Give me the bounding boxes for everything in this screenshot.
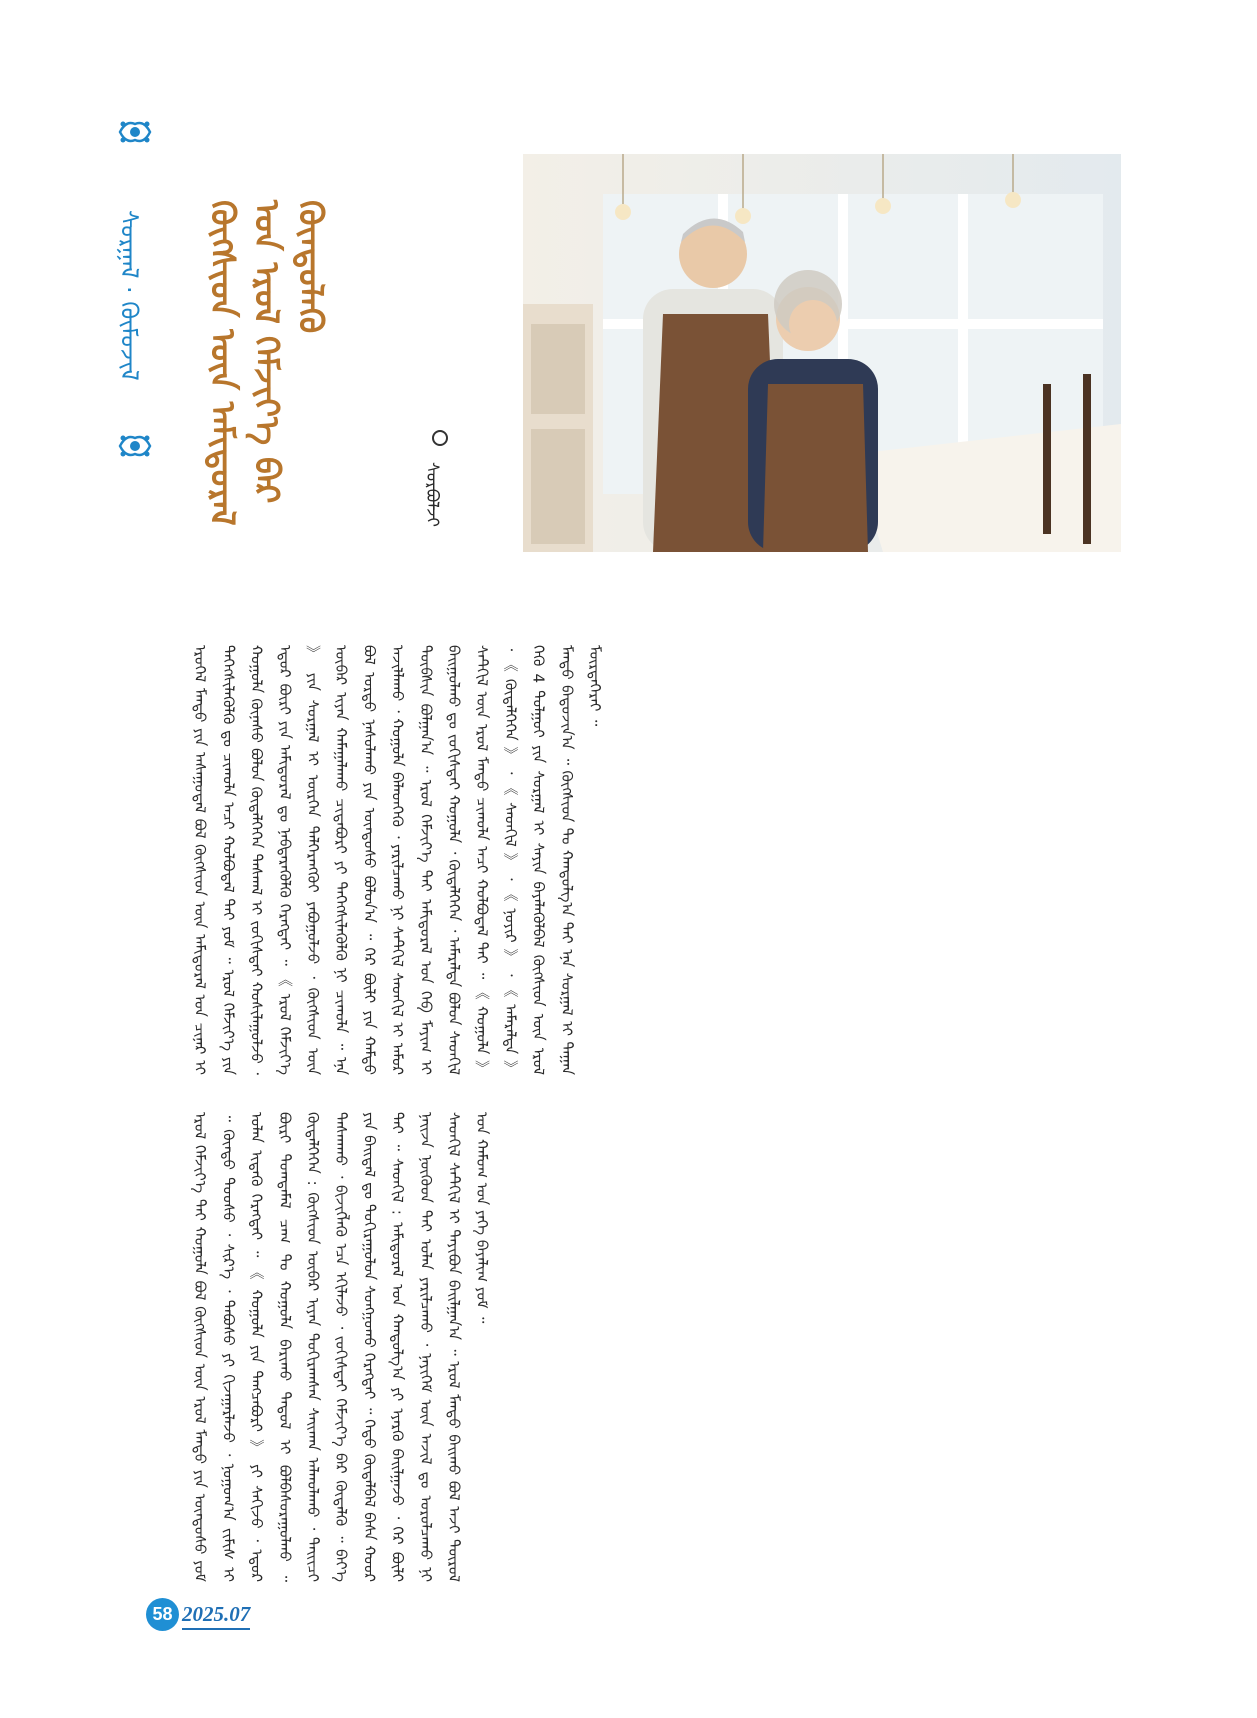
page-footer xyxy=(146,1598,266,1632)
author-marker-icon xyxy=(432,430,448,446)
article-title: ᠬᠥᠭᠰᠢᠳ ᠦᠨ ᠠᠮᠢᠳᠤᠷᠠᠯ ᠤᠨ ᠡᠷᠦᠯ ᠬᠡᠮᠵᠢᠶ᠎ᠡ ᠪᠡᠷ ᠬᠦᠨᠳᠦᠯᠡᠬᠦ xyxy=(202,200,330,526)
body-text-block-2: ᠡᠷᠦᠯ ᠬᠡᠮᠵᠢᠶ᠎ᠡ ᠲᠠᠢ ᠬᠣᠭᠣᠯᠠ ᠪᠣᠯ ᠬᠥᠭᠰᠢᠳ ᠦᠨ ᠡᠷᠦᠯ ᠮᠡᠨᠳᠦ ᠶᠢᠨ ᠦᠨᠳᠦᠰᠦ ᠶᠤᠮ ᠃ ᠬᠦᠨᠳᠦ ᠲᠣᠣᠰᠤ ᠂ ᠰᠢᠷ᠎ᠡ ᠂ ᠳᠠᠪᠤᠰᠤ ᠶᠢ ᠬᠢᠵᠠᠭᠠᠷᠯᠠᠵᠤ ᠂ ᠨᠣᠭᠤᠭ᠎ᠠ ᠵᠢᠮᠢᠰ ᠢ ᠣᠯᠠᠨ ᠢᠳᠡᠬᠦ ᠬᠡᠷᠡᠭᠲᠡᠢ ᠃ 《 ᠬᠣᠭᠣᠯᠠ ᠶᠢᠨ ᠲᠡᠩᠴᠡᠪᠦᠷᠢ 》 ᠶᠢ ᠰᠠᠬᠢᠵᠤ ᠂ ᠡᠳᠦᠷ ᠪᠦᠷᠢ ᠲᠣᠭᠲᠠᠮᠠᠯ ᠴᠠᠭ ᠲᠤ ᠬᠣᠭᠣᠯᠠ ᠪᠠᠷᠢᠬᠤ ᠳᠠᠳᠤᠯ ᠢ ᠪᠣᠯᠪᠠᠰᠤᠷᠠᠭᠤᠯᠬᠤ ᠃ ᠬᠥᠳᠡᠯᠭᠡᠭᠡᠨ : ᠬᠥᠭᠰᠢᠳ ᠥᠪᠡᠷ ᠢᠶᠡᠨ ᠲᠣᠬᠢᠷᠠᠭᠰᠠᠨ ᠰᠠᠢᠬᠠᠨ ᠠᠯᠬᠤᠯᠠᠬᠤ ᠂ ᠲᠠᠢᠢᠴᠢ ᠳᠠᠰᠬᠠᠬᠤ ᠂ ᠪᠢᠵᠢᠭᠯᠡᠬᠦ ᠡᠴᠡ ᠡᠬᠢᠯᠡᠵᠦ ᠂ ᠵᠣᠬᠢᠰᠲᠠᠢ ᠬᠡᠮᠵᠢᠶ᠎ᠡ ᠪᠡᠷ ᠬᠥᠳᠡᠯᠬᠦ ᠃ ᠪᠡᠶ᠎ᠡ ᠶᠢᠨ ᠪᠠᠢᠳᠠᠯ ᠳᠤ ᠲᠣᠬᠢᠷᠠᠭᠤᠯᠤᠨ ᠰᠤᠩᠭᠤᠬᠤ ᠬᠡᠷᠡᠭᠲᠡᠢ ᠃ ᠬᠡᠳᠦ ᠬᠥᠳᠡᠯᠪᠡᠯ ᠪᠠᠰᠠ ᠬᠣᠤᠷ ᠲᠠᠢ ᠃ ᠰᠡᠳᠬᠢᠯ : ᠠᠮᠢᠳᠤᠷᠠᠯ ᠤᠨ ᠬᠠᠨᠳᠤᠯᠭ᠎ᠠ ᠶᠢ ᠡᠶᠡᠷᠭᠦ ᠪᠠᠢᠯᠭᠠᠵᠤ ᠂ ᠭᠡᠷ ᠪᠦᠯᠢ ᠨᠠᠢᠵᠠ ᠨᠥᠬᠦᠳ ᠲᠡᠢ ᠣᠯᠠᠨ ᠶᠠᠷᠢᠯᠴᠠᠬᠤ ᠂ ᠨᠡᠶᠢᠭᠡᠮ ᠦᠨ ᠠᠵᠢᠯ ᠳᠤ ᠣᠷᠤᠯᠴᠠᠬᠤ ᠨᠢ ᠰᠡᠳᠬᠢᠯ ᠰᠡᠲᠭᠢᠯ ᠢ ᠲᠠᠶᠢᠪᠤᠨ ᠪᠠᠢᠯᠭᠠᠨ᠎ᠠ ᠃ ᠡᠷᠦᠯ ᠮᠡᠨᠳᠦ ᠪᠠᠢᠬᠤ ᠪᠣᠯ ᠠᠵᠢ ᠲᠥᠷᠦᠯ ᠤᠨ ᠬᠠᠮᠤᠭ ᠤᠨ ᠶᠡᠬᠡ ᠪᠠᠶᠠᠯᠢᠭ ᠶᠤᠮ ᠃ xyxy=(191,1112,492,1582)
body-text-block-1: ᠡᠷᠦᠭᠡᠯ ᠮᠡᠨᠳᠦ ᠶᠢᠨ ᠠᠰᠠᠭᠤᠳᠠᠯ ᠪᠣᠯ ᠬᠥᠭᠰᠢᠳ ᠦᠨ ᠠᠮᠢᠳᠤᠷᠠᠯ ᠤᠨ ᠴᠢᠨᠠᠷ ᠢ ᠳᠡᠭᠡᠭᠰᠢᠯᠡᠭᠦᠯᠬᠦ ᠳᠤ ᠴᠢᠬᠤᠯᠠ ᠠᠴᠢ ᠬᠣᠯᠪᠣᠳᠠᠯ ᠲᠠᠢ ᠶᠤᠮ ᠃ ᠡᠷᠦᠯ ᠬᠡᠮᠵᠢᠶ᠎ᠡ ᠶᠢᠨ ᠬᠣᠭᠣᠯᠠ ᠬᠦᠨᠡᠰᠦ ᠪᠣᠯᠤᠨ ᠬᠥᠳᠡᠯᠭᠡᠭᠡᠨ ᠳᠠᠰᠬᠠᠯ ᠢ ᠵᠣᠬᠢᠰᠲᠠᠢ ᠬᠣᠰᠢᠯᠠᠭᠤᠯᠵᠤ ᠂ ᠡᠳᠦᠷ ᠪᠦᠷᠢ ᠶᠢᠨ ᠠᠮᠢᠳᠤᠷᠠᠯ ᠳᠤ ᠨᠡᠪᠲᠡᠷᠡᠭᠦᠯᠬᠦ ᠬᠡᠷᠡᠭᠲᠡᠢ ᠃ 《 ᠡᠷᠦᠯ ᠬᠡᠮᠵᠢᠶ᠎ᠡ 》 ᠶᠢᠨ ᠰᠤᠷᠭᠠᠯ ᠢ ᠥᠷᠭᠡᠨ ᠳᠡᠯᠭᠡᠷᠡᠩᠭᠦᠢ ᠶᠠᠪᠤᠭᠤᠯᠵᠤ ᠂ ᠬᠥᠭᠰᠢᠳ ᠦᠨ ᠥᠪᠡᠷ ᠢᠶᠡᠨ ᠬᠠᠮᠠᠭᠠᠯᠠᠬᠤ ᠴᠢᠳᠠᠪᠤᠷᠢ ᠶᠢ ᠳᠡᠭᠡᠭᠰᠢᠯᠡᠭᠦᠯᠬᠦ ᠨᠢ ᠴᠢᠬᠤᠯᠠ ᠃ ᠡᠨᠡ ᠪᠣᠯ ᠤᠷᠲᠤ ᠨᠠᠰᠤᠯᠠᠬᠤ ᠶᠢᠨ ᠦᠨᠳᠦᠰᠦ ᠪᠣᠯᠤᠨ᠎ᠠ ᠃ ᠭᠡᠷ ᠪᠦᠯᠢ ᠶᠢᠨ ᠬᠠᠮᠲᠤ ᠠᠵᠢᠯᠯᠠᠬᠤ ᠂ ᠬᠣᠭᠣᠯᠠ ᠪᠡᠯᠡᠳᠬᠡᠬᠦ ᠂ ᠶᠠᠷᠢᠯᠴᠠᠬᠤ ᠨᠢ ᠰᠡᠲᠭᠢᠯ ᠰᠡᠳᠬᠢᠯ ᠢ ᠠᠮᠤᠷ ᠲᠦᠪᠰᠢᠨ ᠪᠣᠯᠭᠠᠨ᠎ᠠ ᠃ ᠡᠷᠦᠯ ᠬᠡᠮᠵᠢᠶ᠎ᠡ ᠲᠠᠢ ᠠᠮᠢᠳᠤᠷᠠᠯ ᠤᠨ ᠬᠡᠪ ᠮᠠᠶᠢᠭ ᠢ ᠪᠠᠢᠭᠤᠯᠬᠤ ᠳᠤ ᠵᠣᠬᠢᠰᠲᠠᠢ ᠬᠣᠭᠣᠯᠠ ᠂ ᠬᠥᠳᠡᠯᠭᠡᠭᠡᠨ ᠂ ᠠᠮᠠᠷᠠᠯᠲᠠ ᠪᠣᠯᠤᠨ ᠰᠡᠳᠬᠢᠯ ᠰᠡᠲᠭᠢᠯ ᠦᠨ ᠡᠷᠦᠯ ᠮᠡᠨᠳᠦ ᠴᠢᠬᠤᠯᠠ ᠠᠴᠢ ᠬᠣᠯᠪᠣᠳᠠᠯ ᠲᠠᠢ ᠃ 《 ᠬᠣᠭᠣᠯᠠ 》 ᠂ 《 ᠬᠥᠳᠡᠯᠭᠡᠭᠡᠨ 》 ᠂ 《 ᠰᠡᠳᠬᠢᠯ 》 ᠂ 《 ᠨᠣᠶᠢᠷ 》 ᠂ 《 ᠠᠮᠠᠷᠠᠯᠲᠠ 》 ᠭᠡᠬᠦ 4 ᠲᠣᠯᠭᠣᠢ ᠶᠢᠨ ᠰᠤᠷᠭᠠᠯ ᠢ ᠰᠠᠶᠢᠨ ᠪᠡᠶᠡᠯᠡᠭᠦᠯᠪᠡᠯ ᠬᠥᠭᠰᠢᠳ ᠦᠨ ᠡᠷᠦᠯ ᠮᠡᠨᠳᠦ ᠪᠠᠲᠤᠵᠢᠨ᠎ᠠ ᠃ ᠬᠥᠭᠰᠢᠳ ᠲᠤ ᠬᠠᠨᠳᠤᠯᠭ᠎ᠠ ᠲᠠᠢ ᠡᠨᠡ ᠰᠤᠷᠭᠠᠯ ᠢ ᠳᠠᠭᠠᠨ ᠮᠥᠷᠳᠡᠭᠡᠷᠡᠢ ᠃ xyxy=(191,645,605,1075)
section-tag: ᠰᠤᠷᠭᠠᠯ · ᠬᠦᠮᠦᠵᠢᠯ xyxy=(115,209,143,381)
elderly-couple-photo xyxy=(523,154,1121,552)
article-photo xyxy=(523,154,1121,552)
issue-number: 2025.07 xyxy=(182,1602,250,1630)
page-number: 58 xyxy=(146,1598,179,1631)
ornament-bottom-icon xyxy=(118,432,152,460)
ornament-top-icon xyxy=(118,118,152,146)
author-name: ᠰᠤᠷᠪᠤᠯᠵᠢ xyxy=(422,462,442,527)
